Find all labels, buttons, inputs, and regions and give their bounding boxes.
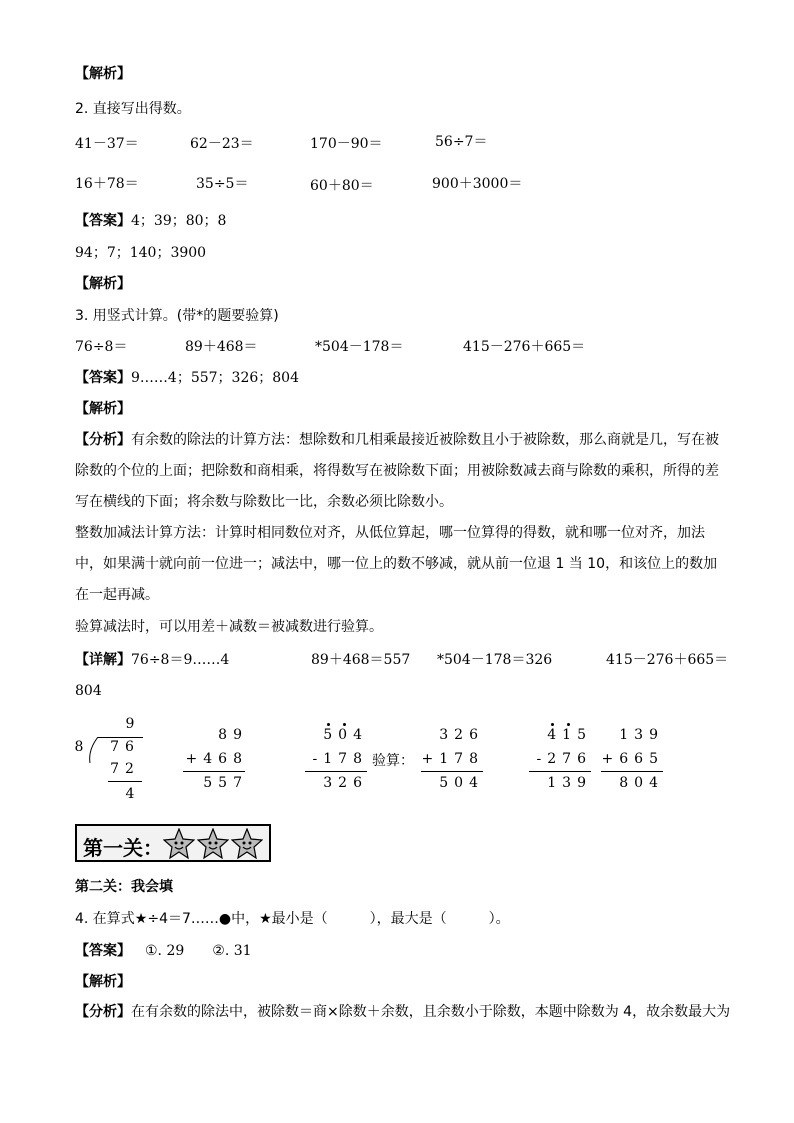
question-3-title: 3. 用竖式计算。(带*的题要验算) <box>75 308 279 324</box>
answer-label: 【答案】 <box>75 943 131 959</box>
q2-problem: 41－37＝ <box>75 136 139 152</box>
star-face-icon <box>163 828 195 860</box>
add3-line <box>601 771 663 772</box>
question-2-title: 2. 直接写出得数。 <box>75 101 191 117</box>
q2-problem: 60＋80＝ <box>310 178 374 194</box>
section-heading-jiexi: 【解析】 <box>75 66 131 82</box>
q2-answer-line2: 94；7；140；3900 <box>75 245 207 261</box>
detail-text: *504－178＝326 <box>437 652 553 668</box>
sub2-line <box>529 771 591 772</box>
q3-problem: 76÷8＝ <box>75 339 128 355</box>
star-face-icon <box>197 828 229 860</box>
q3-analysis-paragraph: 验算减法时，可以用差＋减数＝被减数进行验算。 <box>75 619 383 635</box>
add3-second: +665 <box>601 751 664 767</box>
answer-text: 4；39；80；8 <box>131 213 227 229</box>
answer-text: 9……4；557；326；804 <box>131 370 299 386</box>
add3-result: 804 <box>619 775 664 791</box>
section-heading-jiexi: 【解析】 <box>75 974 131 990</box>
q3-problem: 415－276＋665＝ <box>463 339 586 355</box>
division-dividend: 76 <box>110 739 140 755</box>
borrow-dot <box>343 723 346 726</box>
q2-answer <box>75 211 226 231</box>
check-label: 验算： <box>372 753 414 769</box>
sub1-line <box>305 771 367 772</box>
q2-problem: 56÷7＝ <box>435 134 488 150</box>
q2-problem: 16＋78＝ <box>75 176 139 192</box>
answer-label: 【答案】 <box>75 370 131 386</box>
analysis-label: 【分析】 <box>75 432 131 448</box>
q2-problem: 62－23＝ <box>190 136 254 152</box>
division-quotient: 9 <box>125 716 141 732</box>
analysis-label: 【分析】 <box>75 1004 131 1020</box>
analysis-text: 有余数的除法的计算方法：想除数和几相乘最接近被除数且小于被除数，那么商就是几，写在被除数的个位的上面；把除数和商相乘，将得数写在被除数下面；用被除数减去商与除数的乘积，所得的差写在横线的下面；将余数与除数比一比，余数必须比除数小。 <box>75 432 719 510</box>
division-bracket-line <box>98 737 143 738</box>
q3-analysis-paragraph: 整数加减法计算方法：计算时相同数位对齐，从低位算起，哪一位算得的得数，就和哪一位对齐，加法中，如果满十就向前一位进一；减法中，哪一位上的数不够减，就从前一位退 1 当 10，和该位上的数加在一起再减。 <box>75 525 718 603</box>
division-divisor: 8 <box>74 739 90 755</box>
q3-answer <box>75 368 299 388</box>
add1-second: +468 <box>185 751 248 767</box>
detail-text: 415－276＋665＝ <box>606 652 729 668</box>
add2-top: 326 <box>439 727 484 743</box>
q3-detail <box>75 650 229 670</box>
detail-text: 76÷8＝9……4 <box>131 652 230 668</box>
q3-analysis-paragraph <box>75 425 725 518</box>
add1-result: 557 <box>203 775 248 791</box>
q2-problem: 900＋3000＝ <box>432 176 523 192</box>
section-heading-jiexi: 【解析】 <box>75 401 131 417</box>
question-4-title: 4. 在算式★÷4＝7……●中，★最小是（ ），最大是（ ）。 <box>75 911 510 927</box>
add3-top: 139 <box>619 727 664 743</box>
level-banner <box>75 824 271 862</box>
add1-line <box>183 771 245 772</box>
q2-problem: 35÷5＝ <box>196 176 249 192</box>
add2-line <box>421 771 483 772</box>
borrow-dot <box>567 723 570 726</box>
sub2-top: 415 <box>547 727 592 743</box>
section-heading-jiexi: 【解析】 <box>75 276 131 292</box>
part-2-title: 第二关：我会填 <box>75 879 173 895</box>
q4-analysis <box>75 1002 730 1022</box>
star-face-icon <box>231 828 263 860</box>
sub1-result: 326 <box>323 775 368 791</box>
division-line <box>108 781 142 782</box>
banner-text: 第一关： <box>83 836 163 860</box>
analysis-text: 在有余数的除法中，被除数＝商×除数＋余数，且余数小于除数，本题中除数为 4，故余数最大为 <box>131 1004 731 1020</box>
detail-text: 89＋468＝557 <box>311 652 411 668</box>
borrow-dot <box>551 723 554 726</box>
q2-problem: 170－90＝ <box>310 136 383 152</box>
q4-answer <box>75 941 252 961</box>
sub1-second: -178 <box>312 751 368 767</box>
q3-problem: *504－178＝ <box>315 339 404 355</box>
sub2-second: -276 <box>536 751 592 767</box>
division-product: 72 <box>110 761 140 777</box>
detail-text: 804 <box>75 683 102 699</box>
answer-label: 【答案】 <box>75 213 131 229</box>
division-remainder: 4 <box>125 786 141 802</box>
sub1-top: 504 <box>323 727 368 743</box>
sub2-result: 139 <box>547 775 592 791</box>
add2-second: +178 <box>421 751 484 767</box>
borrow-dot <box>327 723 330 726</box>
add2-result: 504 <box>439 775 484 791</box>
add1-top: 89 <box>218 727 248 743</box>
answer-text: ①. 29 ②. 31 <box>145 943 252 959</box>
detail-label: 【详解】 <box>75 652 131 668</box>
q3-problem: 89＋468＝ <box>185 339 258 355</box>
